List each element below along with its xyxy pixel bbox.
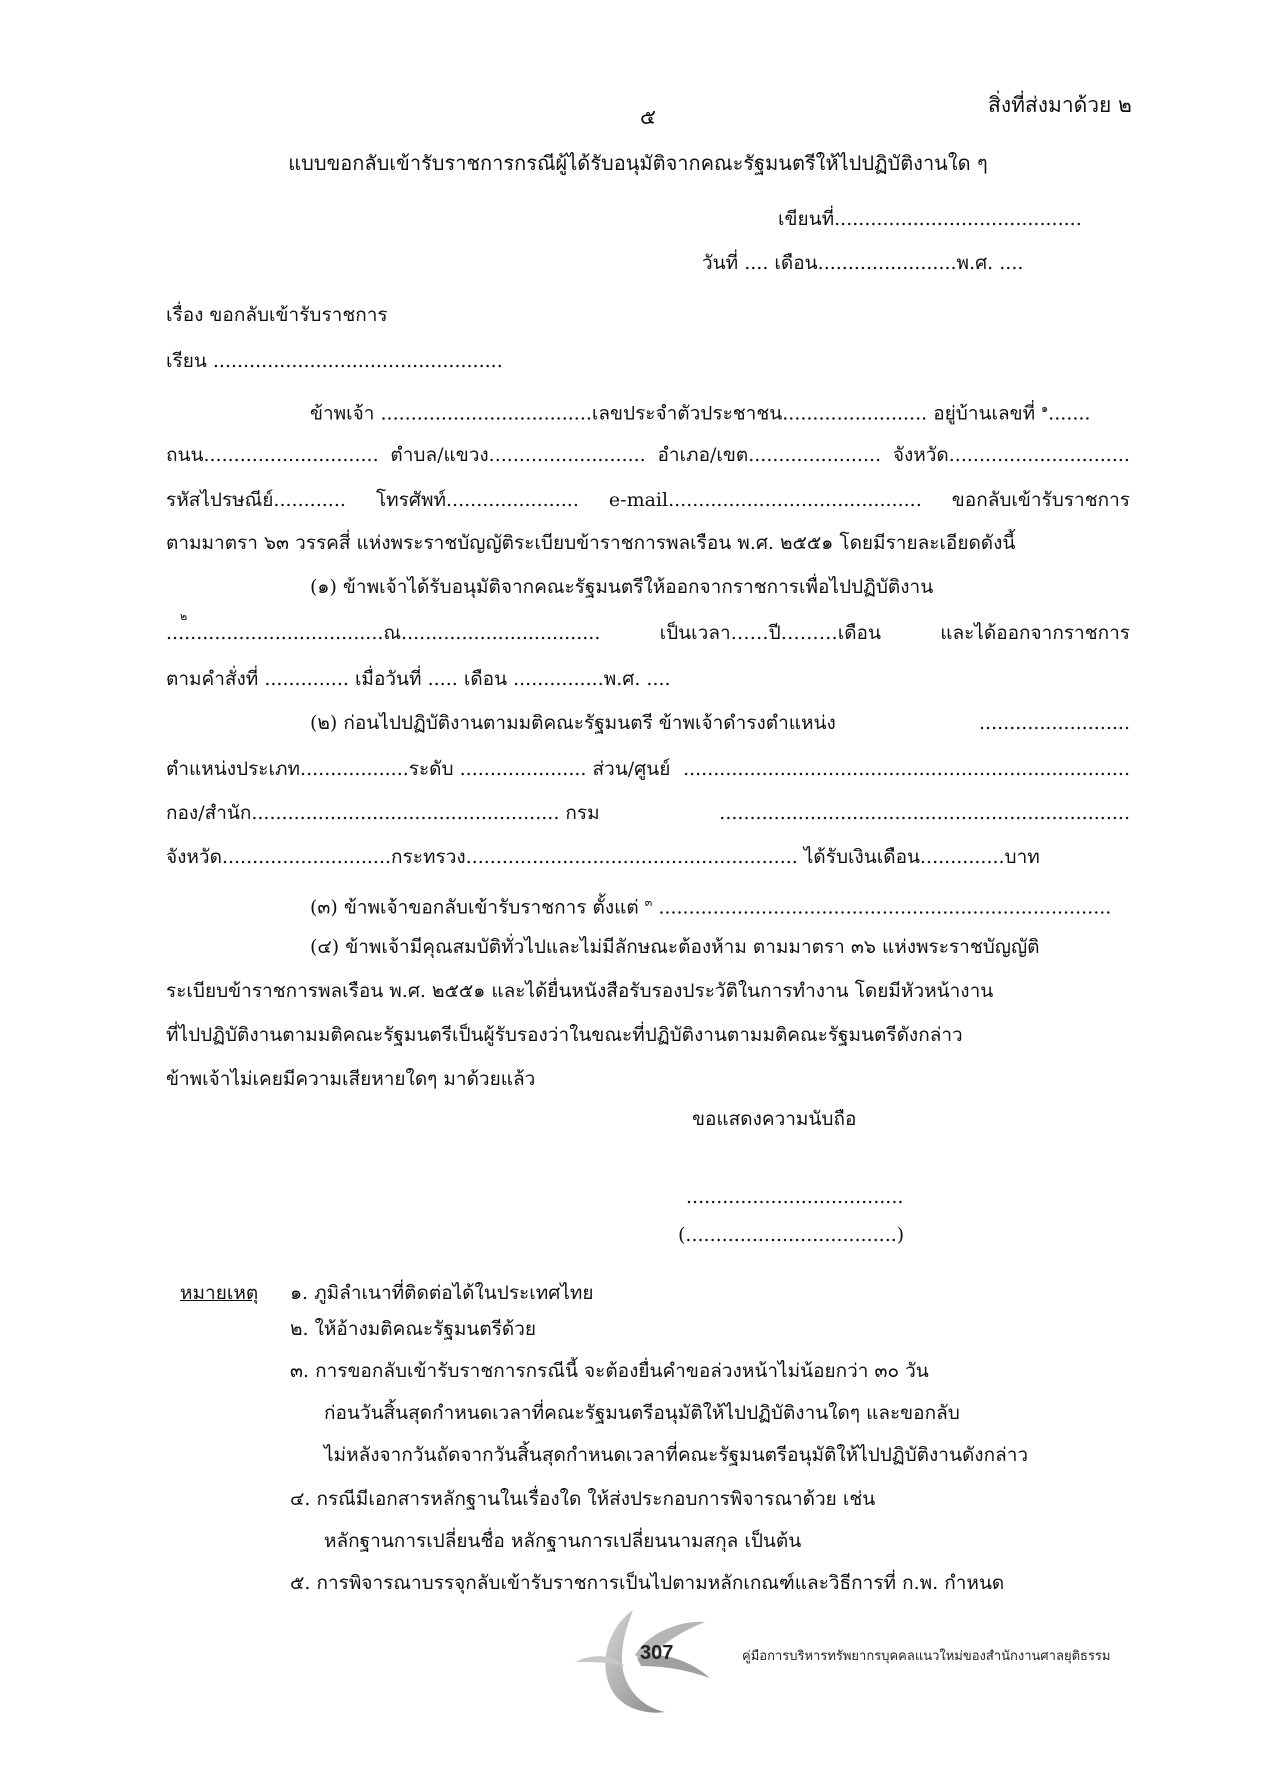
phone-field: โทรศัพท์...................... xyxy=(375,489,579,511)
footnote-ref-1: ๑ xyxy=(1041,402,1049,415)
contact-line xyxy=(166,487,1130,513)
item2-line3 xyxy=(166,800,1130,826)
item2-line1 xyxy=(310,710,1130,736)
work-place-field: ....................................ณ................................. xyxy=(166,622,601,644)
item3-text: (๓) ข้าพเจ้าขอกลับเข้ารับราชการ ตั้งแต่ xyxy=(310,896,645,919)
item2-line2 xyxy=(166,756,1130,782)
item1-line2 xyxy=(166,620,1130,646)
legal-basis: ตามมาตรา ๖๓ วรรคสี่ แห่งพระราชบัญญัติระเบียบข้าราชการพลเรือน พ.ศ. ๒๕๕๑ โดยมีรายละเอียดดังนี้ xyxy=(166,532,1016,554)
note-3-cont-2: ไม่หลังจากวันถัดจากวันสิ้นสุดกำหนดเวลาที่คณะรัฐมนตรีอนุมัติให้ไปปฏิบัติงานดังกล่าว xyxy=(324,1444,1029,1466)
road-field: ถนน............................. xyxy=(166,444,379,466)
position-type-field: ตำแหน่งประเภท..................ระดับ ..................... ส่วน/ศูนย์ xyxy=(166,758,671,780)
item3-line xyxy=(310,890,1111,920)
postcode-field: รหัสไปรษณีย์............ xyxy=(166,489,346,511)
applicant-line xyxy=(310,396,1090,426)
address-line xyxy=(166,442,1130,468)
note-5: ๕. การพิจารณาบรรจุกลับเข้ารับราชการเป็นไปตามหลักเกณฑ์และวิธีการที่ ก.พ. กำหนด xyxy=(290,1572,1005,1594)
note-1: ๑. ภูมิลำเนาที่ติดต่อได้ในประเทศไทย xyxy=(290,1282,594,1304)
province-field: จังหวัด.............................. xyxy=(892,444,1130,466)
position-field: ......................... xyxy=(979,712,1130,734)
book-title: คู่มือการบริหารทรัพยากรบุคคลแนวใหม่ของสำนักงานศาลยุติธรรม xyxy=(742,1649,1111,1664)
form-title: แบบขอกลับเข้ารับราชการกรณีผู้ได้รับอนุมัติจากคณะรัฐมนตรีให้ไปปฏิบัติงานใด ๆ xyxy=(288,151,988,175)
note-3-cont-1: ก่อนวันสิ้นสุดกำหนดเวลาที่คณะรัฐมนตรีอนุมัติให้ไปปฏิบัติงานใดๆ และขอกลับ xyxy=(324,1402,960,1424)
item4-line2: ระเบียบข้าราชการพลเรือน พ.ศ. ๒๕๕๑ และได้ยื่นหนังสือรับรองประวัติในการทำงาน โดยมีหัวหน้างาน xyxy=(166,980,994,1002)
note-3: ๓. การขอกลับเข้ารับราชการกรณีนี้ จะต้องยื่นคำขอล่วงหน้าไม่น้อยกว่า ๓๐ วัน xyxy=(290,1360,929,1382)
page-marker: ๕ xyxy=(640,105,656,129)
notes-label: หมายเหตุ xyxy=(180,1282,259,1304)
footnote-ref-3: ๓ xyxy=(644,896,653,909)
request-text: ขอกลับเข้ารับราชการ xyxy=(951,489,1130,511)
written-at: เขียนที่......................................... xyxy=(778,208,1082,230)
department-field: .................................................................... xyxy=(719,802,1130,824)
note-2: ๒. ให้อ้างมติคณะรัฐมนตรีด้วย xyxy=(290,1318,537,1340)
signature-line: .................................... xyxy=(686,1186,904,1208)
center-field: .......................................................................... xyxy=(683,758,1130,780)
footnote-ref-2: ๒ xyxy=(180,610,188,623)
attachment-label: สิ่งที่ส่งมาด้วย ๒ xyxy=(988,93,1132,117)
item4-line4: ข้าพเจ้าไม่เคยมีความเสียหายใดๆ มาด้วยแล้ว xyxy=(166,1068,536,1090)
email-field: e-mail.......................................... xyxy=(608,489,922,511)
date-line: วันที่ .... เดือน.......................พ.ศ. .... xyxy=(702,252,1024,274)
item1-line3: ตามคำสั่งที่ .............. เมื่อวันที่ ..... เดือน ...............พ.ศ. .... xyxy=(166,668,671,690)
item2-text: (๒) ก่อนไปปฏิบัติงานตามมติคณะรัฐมนตรี ข้าพเจ้าดำรงตำแหน่ง xyxy=(310,712,836,734)
applicant-tail: ....... xyxy=(1048,402,1091,425)
note-4-cont: หลักฐานการเปลี่ยนชื่อ หลักฐานการเปลี่ยนนามสกุล เป็นต้น xyxy=(324,1530,802,1552)
salutation: เรียน ................................................ xyxy=(166,350,503,372)
regards: ขอแสดงความนับถือ xyxy=(692,1108,857,1130)
subdistrict-field: ตำบล/แขวง.......................... xyxy=(390,444,646,466)
item1-line1: (๑) ข้าพเจ้าได้รับอนุมัติจากคณะรัฐมนตรีให้ออกจากราชการเพื่อไปปฏิบัติงาน xyxy=(310,576,934,598)
note-4: ๔. กรณีมีเอกสารหลักฐานในเรื่องใด ให้ส่งประกอบการพิจารณาด้วย เช่น xyxy=(290,1488,876,1510)
district-field: อำเภอ/เขต...................... xyxy=(657,444,882,466)
item4-line1: (๔) ข้าพเจ้ามีคุณสมบัติทั่วไปและไม่มีลักษณะต้องห้าม ตามมาตรา ๓๖ แห่งพระราชบัญญัติ xyxy=(310,936,1040,958)
item4-line3: ที่ไปปฏิบัติงานตามมติคณะรัฐมนตรีเป็นผู้รับรองว่าในขณะที่ปฏิบัติงานตามมติคณะรัฐมนตรีดังกล่าว xyxy=(166,1024,963,1046)
division-field: กอง/สำนัก................................................... กรม xyxy=(166,802,600,824)
left-service-text: และได้ออกจากราชการ xyxy=(940,622,1130,644)
item2-line4: จังหวัด............................กระทรวง....................................................... ได้รับเงินเดือน..............บาท xyxy=(166,846,1040,868)
page-number: 307 xyxy=(640,1642,674,1664)
duration-field: เป็นเวลา……ปี………เดือน xyxy=(659,622,881,644)
return-date-field: ........................................................................... xyxy=(652,896,1112,919)
subject: เรื่อง ขอกลับเข้ารับราชการ xyxy=(166,304,388,326)
applicant-text: ข้าพเจ้า ...................................เลขประจำตัวประชาชน........................ อยู่บ้านเลขที่ xyxy=(310,402,1042,425)
printed-name-line: (...................................) xyxy=(678,1224,905,1246)
